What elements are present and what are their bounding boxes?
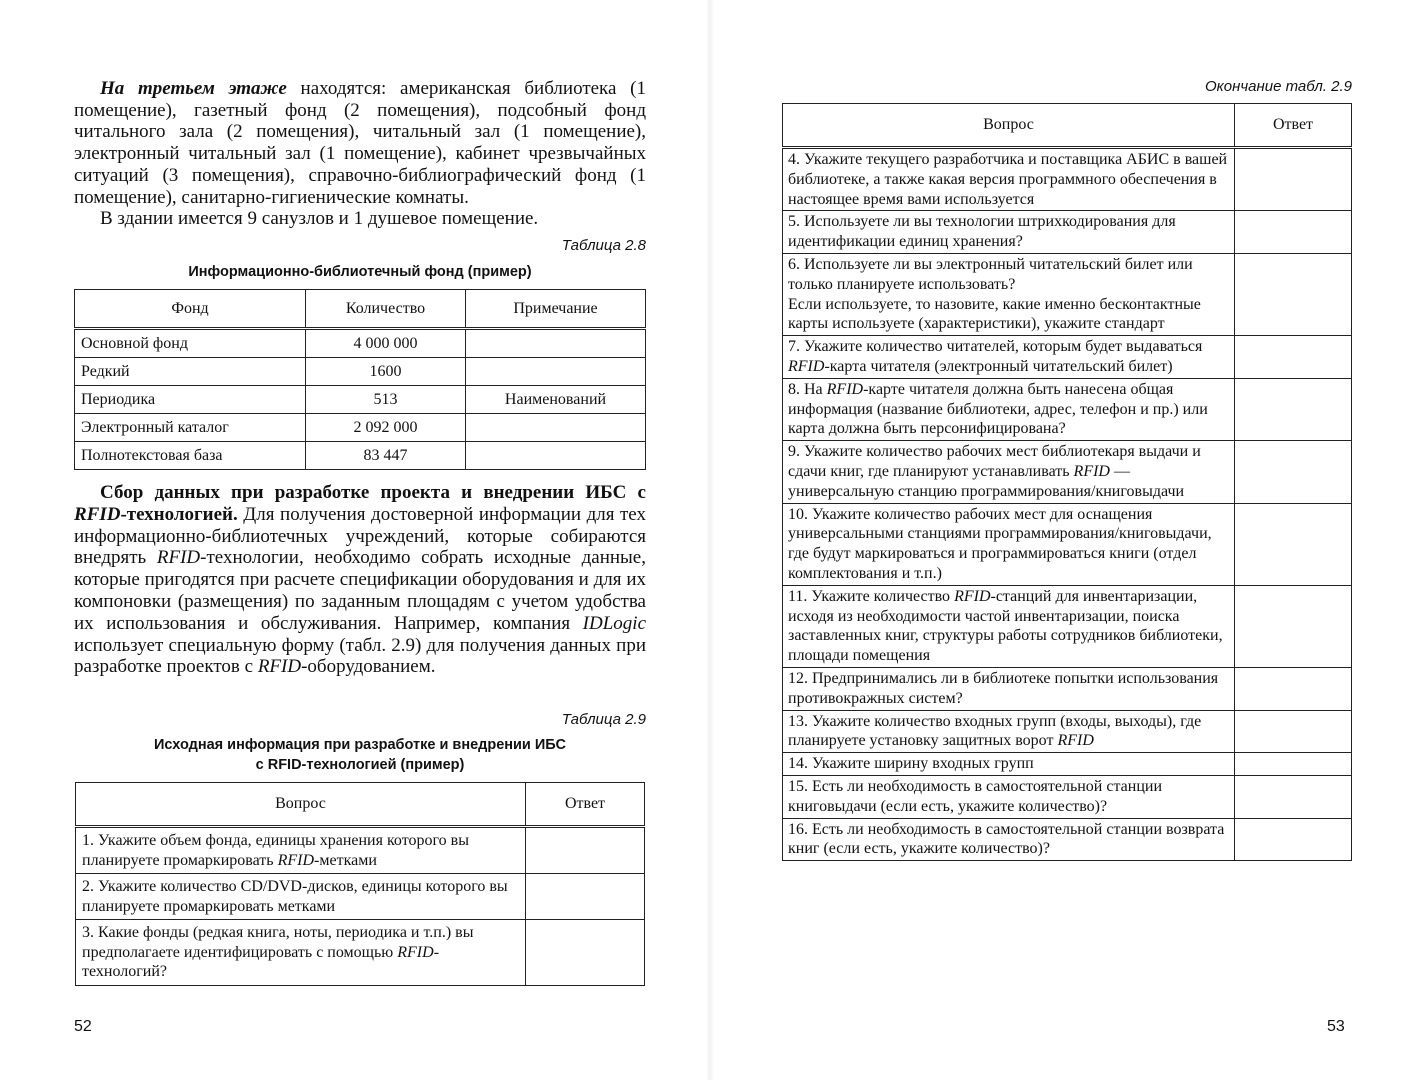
table-2-9-caption: Таблица 2.9 xyxy=(561,711,646,728)
cell-note xyxy=(466,358,646,386)
table-row xyxy=(783,775,1352,818)
heading-rfid: RFID xyxy=(74,503,121,525)
question-cell: 2. Укажите количество CD/DVD-дисков, единицы которого вы планируете промаркировать метками xyxy=(76,874,526,920)
paragraph-text: Для получения достоверной информации для тех информационно-библиотечных учреждений, которые собираются внедрять xyxy=(74,503,646,569)
answer-cell xyxy=(526,874,645,920)
cell-fund: Редкий xyxy=(75,358,306,386)
rfid-term: RFID xyxy=(156,547,201,569)
question-cell: 5. Используете ли вы технологии штрихкодирования для идентификации единиц хранения? xyxy=(783,211,1235,254)
table-row xyxy=(76,827,645,874)
rfid-term: RFID xyxy=(257,656,302,678)
rfid-term: RFID xyxy=(277,851,315,869)
table-header-row xyxy=(75,290,646,329)
paragraph-text: -технологии, необходимо собрать исходные данные, которые пригодятся при расчете спецификации оборудования и для их компоновки (размещения) по заданным площадям с учетом удобства их использования и обслуживания. Например, компания xyxy=(74,547,646,634)
answer-cell xyxy=(1235,336,1352,379)
table-row xyxy=(76,874,645,920)
column-header-question: Вопрос xyxy=(783,104,1235,148)
table-row xyxy=(783,818,1352,861)
answer-cell xyxy=(1235,585,1352,667)
answer-cell xyxy=(1235,441,1352,503)
column-header-quantity: Количество xyxy=(306,290,466,329)
answer-cell xyxy=(1235,503,1352,585)
intro-body: находятся: американская библиотека (1 помещение), газетный фонд (2 помещения), подсобный фонд читального зала (2 помещения), читальный зал (1 помещение), электронный читальный зал (1 помещение), кабинет чрезвычайных ситуаций (3 помещения), справочно-библиографический фонд (1 помещение), санитарно-гигиенические комнаты. xyxy=(74,78,646,208)
question-cell xyxy=(783,336,1235,379)
question-text: 13. Укажите количество входных групп (входы, выходы), где планируете установку защитных ворот xyxy=(788,712,1202,750)
heading-part: -технологией. xyxy=(120,503,238,525)
question-cell: 10. Укажите количество рабочих мест для оснащения универсальными станциями программирования/книговыдачи, где будут маркироваться и программироваться книги (отдел комплектования и т.п.) xyxy=(783,503,1235,585)
table-2-9 xyxy=(75,782,645,986)
column-header-fund: Фонд xyxy=(75,290,306,329)
table-row xyxy=(783,148,1352,211)
question-cell: 14. Укажите ширину входных групп xyxy=(783,753,1235,776)
question-cell xyxy=(783,710,1235,753)
table-continuation-caption: Окончание табл. 2.9 xyxy=(1205,78,1352,95)
table-row xyxy=(783,336,1352,379)
question-text: 7. Укажите количество читателей, которым будет выдаваться xyxy=(788,338,1203,356)
question-text: -станций для инвентаризации, исходя из необходимости частой инвентаризации, поиска заставленных книг, структуры работы сотрудников библиотеки, площади помещения xyxy=(788,587,1223,665)
question-text: -карта читателя (электронный читательский билет) xyxy=(824,357,1173,375)
question-cell: 12. Предпринимались ли в библиотеке попытки использования противокражных систем? xyxy=(783,667,1235,710)
table-row xyxy=(76,920,645,986)
right-page xyxy=(710,0,1419,1080)
rfid-term: RFID xyxy=(788,357,825,375)
cell-quantity: 513 xyxy=(306,386,466,414)
intro-paragraph xyxy=(74,78,646,208)
question-cell xyxy=(783,253,1235,335)
rfid-term: RFID xyxy=(826,380,864,398)
question-text: 3. Какие фонды (редкая книга, ноты, периодика и т.п.) вы предполагаете идентифицировать с помощью xyxy=(82,924,474,961)
question-cell xyxy=(76,920,526,986)
table-row xyxy=(783,503,1352,585)
table-header-row xyxy=(783,104,1352,148)
cell-quantity: 1600 xyxy=(306,358,466,386)
column-header-note: Примечание xyxy=(466,290,646,329)
question-cell xyxy=(783,441,1235,503)
cell-note: Наименований xyxy=(466,386,646,414)
cell-fund: Полнотекстовая база xyxy=(75,442,306,470)
intro-text xyxy=(74,78,646,230)
table-row xyxy=(75,329,646,358)
cell-quantity: 4 000 000 xyxy=(306,329,466,358)
answer-cell xyxy=(1235,378,1352,440)
question-text: 11. Укажите количество xyxy=(788,587,955,605)
rfid-data-paragraph xyxy=(74,482,646,678)
table-row xyxy=(75,442,646,470)
intro-paragraph-2: В здании имеется 9 санузлов и 1 душевое помещение. xyxy=(100,208,539,230)
paragraph-text: -оборудованием. xyxy=(301,656,436,678)
table-row xyxy=(783,253,1352,335)
table-row xyxy=(783,378,1352,440)
answer-cell xyxy=(1235,818,1352,861)
table-row xyxy=(783,710,1352,753)
table-2-8-caption: Таблица 2.8 xyxy=(561,237,646,254)
question-text: 9. Укажите количество рабочих мест библиотекаря выдачи и сдачи книг, где планируют устанавливать xyxy=(788,443,1201,480)
answer-cell xyxy=(1235,710,1352,753)
table-row xyxy=(783,585,1352,667)
question-cell: 16. Есть ли необходимость в самостоятельной станции возврата книг (если есть, укажите количество)? xyxy=(783,818,1235,861)
answer-cell xyxy=(1235,148,1352,211)
question-text: — универсальную станцию программирования/книговыдачи xyxy=(788,462,1185,500)
question-cell xyxy=(783,378,1235,440)
answer-cell xyxy=(1235,211,1352,254)
question-cell xyxy=(783,585,1235,667)
answer-cell xyxy=(526,827,645,874)
question-text: -метками xyxy=(314,851,377,869)
question-cell: 4. Укажите текущего разработчика и поставщика АБИС в вашей библиотеке, а также какая версия программного обеспечения в настоящее время вами используется xyxy=(783,148,1235,211)
cell-note xyxy=(466,414,646,442)
rfid-term: RFID xyxy=(1073,462,1110,480)
table-row xyxy=(783,753,1352,776)
paragraph-text: использует специальную форму (табл. 2.9) для получения данных при разработке проектов с xyxy=(74,634,646,678)
cell-quantity: 83 447 xyxy=(306,442,466,470)
rfid-term: RFID xyxy=(954,587,991,605)
cell-quantity: 2 092 000 xyxy=(306,414,466,442)
question-text: 1. Укажите объем фонда, единицы хранения которого вы планируете промаркировать xyxy=(82,832,469,869)
table-2-9-continued xyxy=(782,103,1352,861)
table-row xyxy=(75,358,646,386)
cell-note xyxy=(466,442,646,470)
answer-cell xyxy=(526,920,645,986)
table-2-9-title xyxy=(74,735,646,775)
page-number: 52 xyxy=(74,1018,92,1035)
title-line: с RFID-технологией (пример) xyxy=(255,757,465,773)
question-text: 8. На xyxy=(788,380,827,398)
cell-fund: Электронный каталог xyxy=(75,414,306,442)
answer-cell xyxy=(1235,667,1352,710)
rfid-term: RFID xyxy=(1057,732,1094,750)
column-header-answer: Ответ xyxy=(526,783,645,827)
rfid-term: RFID xyxy=(397,943,434,961)
cell-fund: Периодика xyxy=(75,386,306,414)
question-text: 6. Используете ли вы электронный читательский билет или только планируете использовать? xyxy=(788,255,1193,293)
cell-fund: Основной фонд xyxy=(75,329,306,358)
column-header-question: Вопрос xyxy=(76,783,526,827)
question-text: Если используете, то назовите, какие именно бесконтактные карты используете (характеристики), укажите стандарт xyxy=(788,295,1201,333)
table-2-8-title: Информационно-библиотечный фонд (пример) xyxy=(188,264,532,280)
table-row xyxy=(75,414,646,442)
company-name: IDLogic xyxy=(582,612,646,634)
question-text: -карте читателя должна быть нанесена общая информация (название библиотеки, адрес, телефон и пр.) или карта должна быть персонифицирована? xyxy=(788,380,1208,438)
table-row xyxy=(783,667,1352,710)
cell-note xyxy=(466,329,646,358)
column-header-answer: Ответ xyxy=(1235,104,1352,148)
heading-part: Сбор данных при разработке проекта и внедрении ИБС с xyxy=(100,482,646,503)
table-row xyxy=(783,211,1352,254)
answer-cell xyxy=(1235,253,1352,335)
table-2-8 xyxy=(74,289,646,470)
answer-cell xyxy=(1235,753,1352,776)
question-cell: 15. Есть ли необходимость в самостоятельной станции книговыдачи (если есть, укажите количество)? xyxy=(783,775,1235,818)
question-cell xyxy=(76,827,526,874)
intro-lead: На третьем этаже xyxy=(100,78,287,99)
table-row xyxy=(783,441,1352,503)
table-row xyxy=(75,386,646,414)
table-header-row xyxy=(76,783,645,827)
question-text: -технологий? xyxy=(82,943,440,980)
answer-cell xyxy=(1235,775,1352,818)
page-number: 53 xyxy=(1327,1018,1345,1035)
title-line: Исходная информация при разработке и внедрении ИБС xyxy=(153,737,567,753)
